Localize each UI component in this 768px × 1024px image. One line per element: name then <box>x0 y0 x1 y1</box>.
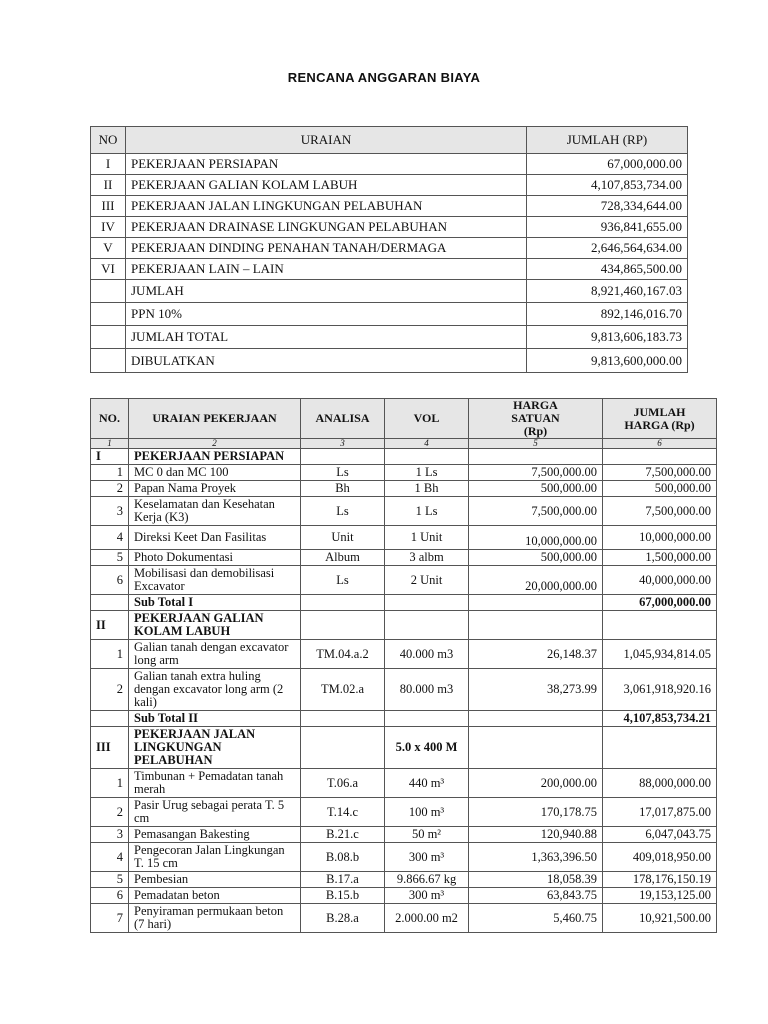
item-jumlah: 500,000.00 <box>603 481 717 497</box>
section-row <box>91 611 717 640</box>
item-uraian: Pembesian <box>129 872 301 888</box>
row-uraian: PEKERJAAN LAIN – LAIN <box>126 259 527 280</box>
item-uraian: Keselamatan dan Kesehatan Kerja (K3) <box>129 497 301 526</box>
item-no: 3 <box>91 827 129 843</box>
ppn-value: 892,146,016.70 <box>527 303 688 326</box>
section-title: PEKERJAAN GALIAN KOLAM LABUH <box>129 611 301 640</box>
total-row <box>91 326 688 349</box>
row-uraian: PEKERJAAN GALIAN KOLAM LABUH <box>126 175 527 196</box>
item-analisa: TM.04.a.2 <box>301 640 385 669</box>
table-row <box>91 566 717 595</box>
item-harga: 170,178.75 <box>469 798 603 827</box>
detail-header-row <box>91 399 717 439</box>
section-no: III <box>91 727 129 769</box>
header-jumlah-harga: JUMLAH HARGA (Rp) <box>603 399 717 439</box>
item-vol: 1 Ls <box>385 497 469 526</box>
item-vol: 9.866.67 kg <box>385 872 469 888</box>
item-no: 4 <box>91 843 129 872</box>
subtotal-value: 67,000,000.00 <box>603 595 717 611</box>
item-uraian: MC 0 dan MC 100 <box>129 465 301 481</box>
col-index: 1 <box>91 439 129 449</box>
item-jumlah: 6,047,043.75 <box>603 827 717 843</box>
item-jumlah: 88,000,000.00 <box>603 769 717 798</box>
table-row <box>91 175 688 196</box>
row-no: VI <box>91 259 126 280</box>
table-row <box>91 154 688 175</box>
row-no: V <box>91 238 126 259</box>
item-uraian: Timbunan + Pemadatan tanah merah <box>129 769 301 798</box>
item-uraian: Pemadatan beton <box>129 888 301 904</box>
section-row <box>91 449 717 465</box>
page-title: RENCANA ANGGARAN BIAYA <box>287 70 481 85</box>
row-jumlah: 2,646,564,634.00 <box>527 238 688 259</box>
item-harga: 10,000,000.00 <box>469 526 603 550</box>
row-uraian: PEKERJAAN JALAN LINGKUNGAN PELABUHAN <box>126 196 527 217</box>
item-uraian: Galian tanah dengan excavator long arm <box>129 640 301 669</box>
item-vol: 40.000 m3 <box>385 640 469 669</box>
item-no: 5 <box>91 550 129 566</box>
item-vol: 300 m³ <box>385 888 469 904</box>
subtotal-row <box>91 711 717 727</box>
item-analisa: Bh <box>301 481 385 497</box>
header-uraian-pekerjaan: URAIAN PEKERJAAN <box>129 399 301 439</box>
item-vol: 50 m² <box>385 827 469 843</box>
item-jumlah: 7,500,000.00 <box>603 497 717 526</box>
col-index: 5 <box>469 439 603 449</box>
table-row <box>91 827 717 843</box>
section-row <box>91 727 717 769</box>
section-vol: 5.0 x 400 M <box>385 727 469 769</box>
header-no: NO. <box>91 399 129 439</box>
item-vol: 100 m³ <box>385 798 469 827</box>
row-jumlah: 67,000,000.00 <box>527 154 688 175</box>
col-index: 2 <box>129 439 301 449</box>
ppn-row <box>91 303 688 326</box>
item-analisa: Unit <box>301 526 385 550</box>
subtotal-label: Sub Total II <box>129 711 301 727</box>
table-row <box>91 497 717 526</box>
item-harga: 63,843.75 <box>469 888 603 904</box>
row-uraian: PEKERJAAN DINDING PENAHAN TANAH/DERMAGA <box>126 238 527 259</box>
item-vol: 1 Bh <box>385 481 469 497</box>
row-jumlah: 936,841,655.00 <box>527 217 688 238</box>
header-vol: VOL <box>385 399 469 439</box>
item-uraian: Mobilisasi dan demobilisasi Excavator <box>129 566 301 595</box>
item-no: 2 <box>91 798 129 827</box>
item-jumlah: 10,000,000.00 <box>603 526 717 550</box>
table-row <box>91 465 717 481</box>
row-no: I <box>91 154 126 175</box>
row-no: III <box>91 196 126 217</box>
detail-table <box>90 398 717 933</box>
item-no: 2 <box>91 669 129 711</box>
row-jumlah: 434,865,500.00 <box>527 259 688 280</box>
item-vol: 80.000 m3 <box>385 669 469 711</box>
item-harga: 500,000.00 <box>469 481 603 497</box>
item-harga: 500,000.00 <box>469 550 603 566</box>
item-harga: 200,000.00 <box>469 769 603 798</box>
item-vol: 2.000.00 m2 <box>385 904 469 933</box>
header-uraian: URAIAN <box>126 127 527 154</box>
item-jumlah: 17,017,875.00 <box>603 798 717 827</box>
item-jumlah: 178,176,150.19 <box>603 872 717 888</box>
item-uraian: Photo Dokumentasi <box>129 550 301 566</box>
item-vol: 1 Unit <box>385 526 469 550</box>
table-row <box>91 888 717 904</box>
item-jumlah: 409,018,950.00 <box>603 843 717 872</box>
item-harga: 38,273.99 <box>469 669 603 711</box>
summary-header-row <box>91 127 688 154</box>
table-row <box>91 217 688 238</box>
table-row <box>91 196 688 217</box>
jumlah-value: 8,921,460,167.03 <box>527 280 688 303</box>
rounded-label: DIBULATKAN <box>126 349 527 373</box>
row-jumlah: 728,334,644.00 <box>527 196 688 217</box>
table-row <box>91 481 717 497</box>
item-harga: 7,500,000.00 <box>469 497 603 526</box>
item-no: 6 <box>91 566 129 595</box>
item-analisa: Album <box>301 550 385 566</box>
item-jumlah: 3,061,918,920.16 <box>603 669 717 711</box>
item-vol: 2 Unit <box>385 566 469 595</box>
item-analisa: B.08.b <box>301 843 385 872</box>
jumlah-row <box>91 280 688 303</box>
col-index: 4 <box>385 439 469 449</box>
item-analisa: B.17.a <box>301 872 385 888</box>
item-no: 4 <box>91 526 129 550</box>
item-analisa: Ls <box>301 566 385 595</box>
item-analisa: TM.02.a <box>301 669 385 711</box>
item-vol: 3 albm <box>385 550 469 566</box>
table-row <box>91 904 717 933</box>
item-vol: 440 m³ <box>385 769 469 798</box>
header-harga-satuan: HARGA SATUAN (Rp) <box>469 399 603 439</box>
table-row <box>91 872 717 888</box>
item-harga: 18,058.39 <box>469 872 603 888</box>
col-index: 6 <box>603 439 717 449</box>
section-no: II <box>91 611 129 640</box>
item-jumlah: 10,921,500.00 <box>603 904 717 933</box>
item-vol: 300 m³ <box>385 843 469 872</box>
rounded-row <box>91 349 688 373</box>
table-row <box>91 526 717 550</box>
item-no: 3 <box>91 497 129 526</box>
item-harga: 1,363,396.50 <box>469 843 603 872</box>
item-analisa: B.21.c <box>301 827 385 843</box>
total-label: JUMLAH TOTAL <box>126 326 527 349</box>
item-vol: 1 Ls <box>385 465 469 481</box>
row-jumlah: 4,107,853,734.00 <box>527 175 688 196</box>
item-jumlah: 7,500,000.00 <box>603 465 717 481</box>
item-jumlah: 40,000,000.00 <box>603 566 717 595</box>
row-uraian: PEKERJAAN DRAINASE LINGKUNGAN PELABUHAN <box>126 217 527 238</box>
col-index: 3 <box>301 439 385 449</box>
item-no: 1 <box>91 769 129 798</box>
item-no: 6 <box>91 888 129 904</box>
section-no: I <box>91 449 129 465</box>
item-analisa: B.28.a <box>301 904 385 933</box>
rounded-value: 9,813,600,000.00 <box>527 349 688 373</box>
ppn-label: PPN 10% <box>126 303 527 326</box>
item-uraian: Direksi Keet Dan Fasilitas <box>129 526 301 550</box>
item-harga: 20,000,000.00 <box>469 566 603 595</box>
section-title: PEKERJAAN JALAN LINGKUNGAN PELABUHAN <box>129 727 301 769</box>
item-analisa: B.15.b <box>301 888 385 904</box>
header-no: NO <box>91 127 126 154</box>
column-index-row <box>91 439 717 449</box>
subtotal-value: 4,107,853,734.21 <box>603 711 717 727</box>
item-no: 1 <box>91 640 129 669</box>
item-harga: 26,148.37 <box>469 640 603 669</box>
table-row <box>91 238 688 259</box>
item-no: 2 <box>91 481 129 497</box>
item-analisa: Ls <box>301 465 385 481</box>
item-uraian: Penyiraman permukaan beton (7 hari) <box>129 904 301 933</box>
jumlah-label: JUMLAH <box>126 280 527 303</box>
row-uraian: PEKERJAAN PERSIAPAN <box>126 154 527 175</box>
header-jumlah: JUMLAH (RP) <box>527 127 688 154</box>
total-value: 9,813,606,183.73 <box>527 326 688 349</box>
table-row <box>91 669 717 711</box>
item-harga: 7,500,000.00 <box>469 465 603 481</box>
table-row <box>91 640 717 669</box>
subtotal-label: Sub Total I <box>129 595 301 611</box>
item-analisa: T.06.a <box>301 769 385 798</box>
table-row <box>91 769 717 798</box>
item-uraian: Galian tanah extra huling dengan excavator long arm (2 kali) <box>129 669 301 711</box>
item-jumlah: 1,045,934,814.05 <box>603 640 717 669</box>
item-uraian: Pasir Urug sebagai perata T. 5 cm <box>129 798 301 827</box>
item-analisa: Ls <box>301 497 385 526</box>
subtotal-row <box>91 595 717 611</box>
item-jumlah: 1,500,000.00 <box>603 550 717 566</box>
table-row <box>91 550 717 566</box>
row-no: IV <box>91 217 126 238</box>
item-uraian: Papan Nama Proyek <box>129 481 301 497</box>
header-analisa: ANALISA <box>301 399 385 439</box>
item-uraian: Pengecoran Jalan Lingkungan T. 15 cm <box>129 843 301 872</box>
item-jumlah: 19,153,125.00 <box>603 888 717 904</box>
item-no: 5 <box>91 872 129 888</box>
item-no: 7 <box>91 904 129 933</box>
item-harga: 120,940.88 <box>469 827 603 843</box>
item-uraian: Pemasangan Bakesting <box>129 827 301 843</box>
section-title: PEKERJAAN PERSIAPAN <box>129 449 301 465</box>
table-row <box>91 798 717 827</box>
summary-table <box>90 126 688 373</box>
table-row <box>91 259 688 280</box>
item-analisa: T.14.c <box>301 798 385 827</box>
row-no: II <box>91 175 126 196</box>
table-row <box>91 843 717 872</box>
item-harga: 5,460.75 <box>469 904 603 933</box>
item-no: 1 <box>91 465 129 481</box>
